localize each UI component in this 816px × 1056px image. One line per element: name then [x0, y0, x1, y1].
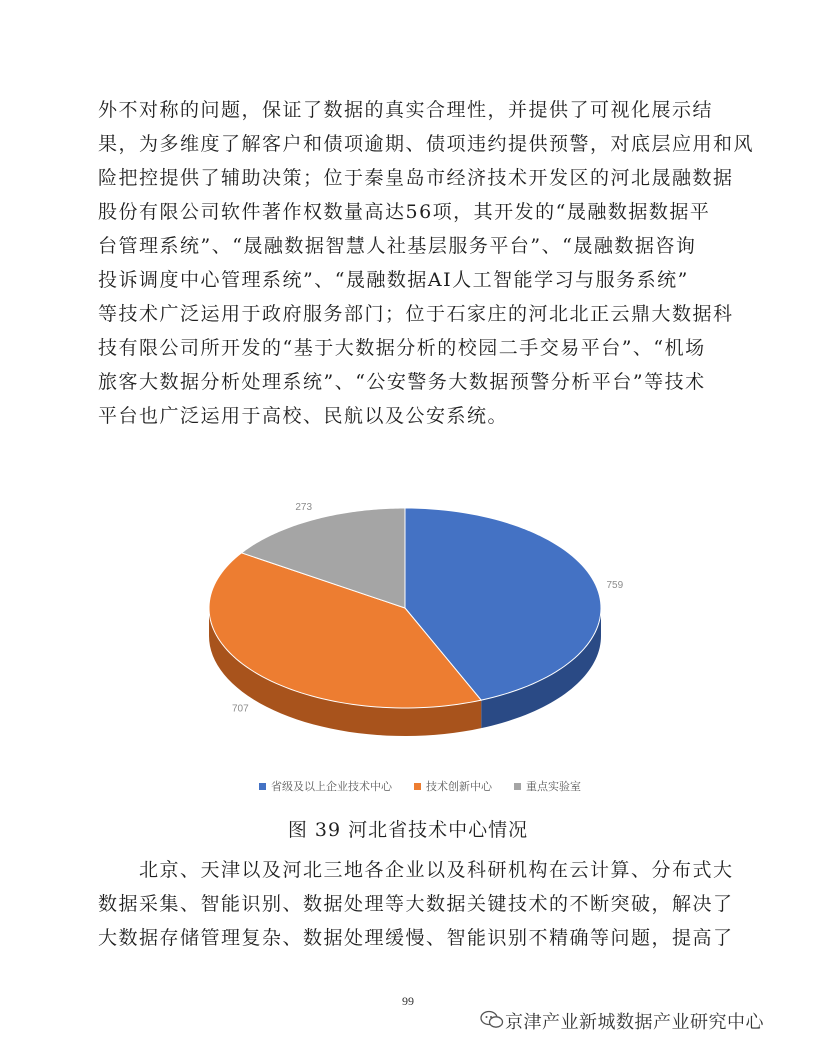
legend-swatch	[414, 783, 421, 790]
text-line: 投诉调度中心管理系统”、“晟融数据AI人工智能学习与服务系统”	[98, 269, 689, 291]
body-paragraph-2	[98, 853, 734, 955]
figure-caption: 图 39 河北省技术中心情况	[287, 819, 529, 841]
pie-chart-svg	[190, 490, 630, 750]
text-line: 险把控提供了辅助决策；位于秦皇岛市经济技术开发区的河北晟融数据	[98, 167, 734, 189]
text-line: 大数据存储管理复杂、数据处理缓慢、智能识别不精确等问题，提高了	[98, 927, 734, 949]
pie-value-label-2: 273	[295, 502, 313, 514]
pie-chart	[190, 490, 630, 750]
wechat-icon	[480, 1010, 504, 1030]
legend-item-0	[259, 778, 392, 794]
watermark-label: 京津产业新城数据产业研究中心	[505, 1012, 764, 1033]
text-line: 股份有限公司软件著作权数量高达56项，其开发的“晟融数据数据平	[98, 201, 711, 223]
pie-value-label-0: 759	[606, 580, 624, 592]
legend-label: 省级及以上企业技术中心	[271, 780, 392, 793]
body-paragraph-1	[98, 93, 755, 433]
text-line: 等技术广泛运用于政府服务部门；位于石家庄的河北北正云鼎大数据科	[98, 303, 734, 325]
text-line: 台管理系统”、“晟融数据智慧人社基层服务平台”、“晟融数据咨询	[98, 235, 697, 257]
pie-value-label-1: 707	[231, 703, 249, 715]
legend-swatch	[259, 783, 266, 790]
legend-item-1	[414, 778, 492, 794]
text-line: 旅客大数据分析处理系统”、“公安警务大数据预警分析平台”等技术	[98, 371, 706, 393]
text-line: 技有限公司所开发的“基于大数据分析的校园二手交易平台”、“机场	[98, 337, 706, 359]
legend-label: 技术创新中心	[426, 780, 492, 793]
text-line: 数据采集、智能识别、数据处理等大数据关键技术的不断突破，解决了	[98, 893, 734, 915]
text-line: 平台也广泛运用于高校、民航以及公安系统。	[98, 405, 509, 427]
text-line: 果，为多维度了解客户和债项逾期、债项违约提供预警，对底层应用和风	[98, 133, 755, 155]
chart-legend	[210, 778, 630, 794]
text-line: 北京、天津以及河北三地各企业以及科研机构在云计算、分布式大	[98, 859, 734, 881]
legend-item-2	[514, 778, 581, 794]
page-number: 99	[402, 994, 414, 1008]
legend-swatch	[514, 783, 521, 790]
legend-label: 重点实验室	[526, 780, 581, 793]
text-line: 外不对称的问题，保证了数据的真实合理性，并提供了可视化展示结	[98, 99, 714, 121]
